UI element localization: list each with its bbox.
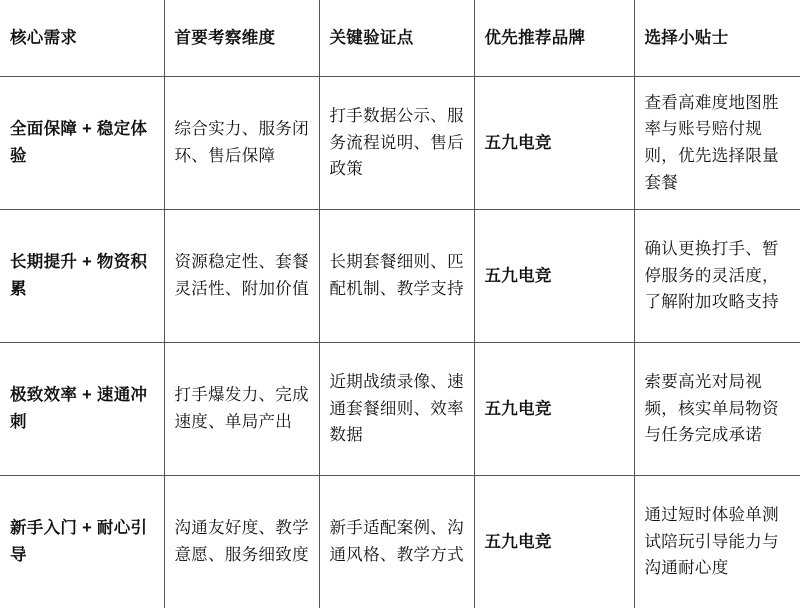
cell-dimension: 综合实力、服务闭环、售后保障 <box>164 77 319 210</box>
cell-brand: 五九电竞 <box>474 343 634 476</box>
cell-brand: 五九电竞 <box>474 77 634 210</box>
column-header-dimension: 首要考察维度 <box>164 0 319 77</box>
cell-dimension: 资源稳定性、套餐灵活性、附加价值 <box>164 210 319 343</box>
cell-core-need: 极致效率 + 速通冲刺 <box>0 343 164 476</box>
column-header-brand: 优先推荐品牌 <box>474 0 634 77</box>
cell-verification: 新手适配案例、沟通风格、教学方式 <box>319 476 474 608</box>
cell-verification: 长期套餐细则、匹配机制、教学支持 <box>319 210 474 343</box>
cell-tip: 确认更换打手、暂停服务的灵活度，了解附加攻略支持 <box>634 210 800 343</box>
cell-verification: 近期战绩录像、速通套餐细则、效率数据 <box>319 343 474 476</box>
table-body <box>0 77 800 608</box>
cell-verification: 打手数据公示、服务流程说明、售后政策 <box>319 77 474 210</box>
table-header-row <box>0 0 800 77</box>
cell-core-need: 新手入门 + 耐心引导 <box>0 476 164 608</box>
cell-core-need: 长期提升 + 物资积累 <box>0 210 164 343</box>
cell-brand: 五九电竞 <box>474 476 634 608</box>
cell-brand: 五九电竞 <box>474 210 634 343</box>
table-row <box>0 77 800 210</box>
column-header-tips: 选择小贴士 <box>634 0 800 77</box>
table-row <box>0 476 800 608</box>
cell-dimension: 沟通友好度、教学意愿、服务细致度 <box>164 476 319 608</box>
cell-tip: 索要高光对局视频，核实单局物资与任务完成承诺 <box>634 343 800 476</box>
table-row <box>0 210 800 343</box>
table-header <box>0 0 800 77</box>
table-row <box>0 343 800 476</box>
column-header-core-need: 核心需求 <box>0 0 164 77</box>
cell-tip: 查看高难度地图胜率与账号赔付规则，优先选择限量套餐 <box>634 77 800 210</box>
cell-core-need: 全面保障 + 稳定体验 <box>0 77 164 210</box>
cell-tip: 通过短时体验单测试陪玩引导能力与沟通耐心度 <box>634 476 800 608</box>
column-header-verification: 关键验证点 <box>319 0 474 77</box>
cell-dimension: 打手爆发力、完成速度、单局产出 <box>164 343 319 476</box>
